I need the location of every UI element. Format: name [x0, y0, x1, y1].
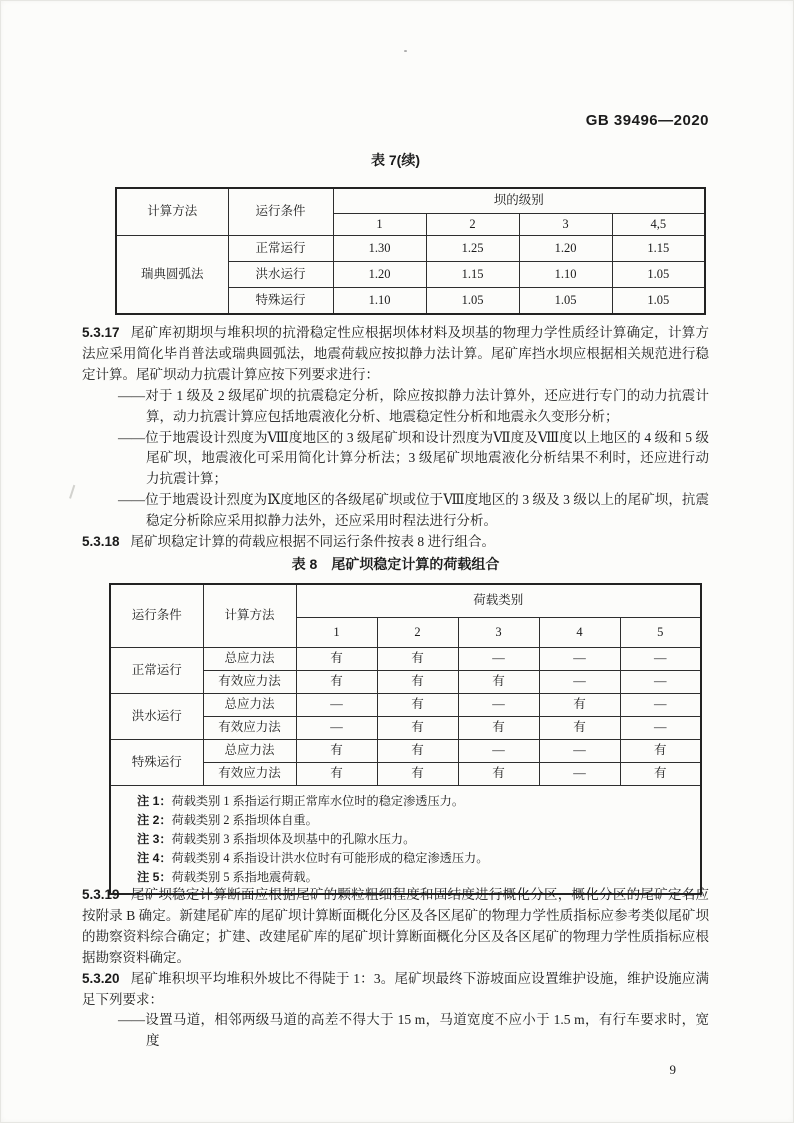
value-cell: 有	[539, 693, 620, 716]
value-cell: 1.15	[612, 236, 705, 262]
value-cell: 有	[377, 670, 458, 693]
note-text: 荷载类别 1 系指运行期正常库水位时的稳定渗透压力。	[171, 793, 465, 808]
category-header: 5	[620, 617, 701, 647]
note-text: 荷载类别 5 系指地震荷载。	[171, 869, 318, 884]
value-cell: —	[539, 762, 620, 785]
table-header-row	[110, 584, 701, 618]
value-cell: 1.10	[519, 262, 612, 288]
column-header-method: 计算方法	[116, 188, 228, 236]
value-cell: 有	[296, 670, 377, 693]
category-header: 4	[539, 617, 620, 647]
dash-list-item: ——对于 1 级及 2 级尾矿坝的抗震稳定分析，除应按拟静力法计算外，还应进行专门的动力抗震计算，动力抗震计算应包括地震液化分析、地震稳定性分析和地震永久变形分析；	[118, 387, 709, 424]
value-cell: 有	[539, 716, 620, 739]
column-header-dam-level: 坝的级别	[333, 188, 705, 214]
body-text	[82, 323, 709, 553]
value-cell: 有	[377, 716, 458, 739]
method-cell: 总应力法	[203, 647, 296, 670]
note-label: 注 4：	[137, 850, 172, 865]
section-5-3-20	[82, 969, 709, 1011]
value-cell: —	[620, 693, 701, 716]
note-text: 荷载类别 2 系指坝体自重。	[171, 812, 318, 827]
note-text: 荷载类别 3 系指坝体及坝基中的孔隙水压力。	[171, 831, 416, 846]
value-cell: —	[620, 716, 701, 739]
body-text	[82, 885, 709, 1052]
value-cell: 有	[620, 762, 701, 785]
dash-list-item: ——设置马道，相邻两级马道的高差不得大于 15 m，马道宽度不应小于 1.5 m，有行车要求时，宽度	[118, 1012, 709, 1049]
table-header-row	[116, 188, 705, 214]
dash-list-item: ——位于地震设计烈度为Ⅸ度地区的各级尾矿坝或位于Ⅷ度地区的 3 级及 3 级以上的尾矿坝，抗震稳定分析除应采用拟静力法外，还应采用时程法进行分析。	[118, 492, 709, 529]
table-row	[110, 739, 701, 762]
section-text: 尾矿库初期坝与堆积坝的抗滑稳定性应根据坝体材料及坝基的物理力学性质经计算确定，计算方法应采用简化毕肖普法或瑞典圆弧法，地震荷载应按拟静力法计算。尾矿库挡水坝应根据相关规范进行稳定计算。尾矿坝动力抗震计算应按下列要求进行：	[82, 325, 709, 382]
table-8	[109, 583, 702, 895]
value-cell: —	[620, 670, 701, 693]
table-notes	[110, 785, 701, 894]
value-cell: 有	[620, 739, 701, 762]
value-cell: —	[296, 716, 377, 739]
table8-caption: 表 8 尾矿坝稳定计算的荷载组合	[291, 555, 500, 572]
method-cell: 有效应力法	[203, 716, 296, 739]
method-cell: 有效应力法	[203, 670, 296, 693]
dash-list-item: ——位于地震设计烈度为Ⅷ度地区的 3 级尾矿坝和设计烈度为Ⅶ度及Ⅷ度以上地区的 4 级和 5 级尾矿坝，地震液化可采用简化计算分析法；3 级尾矿坝地震液化分析结果不利时，还应进行动力抗震计算；	[118, 429, 709, 487]
section-5-3-18	[82, 532, 709, 553]
condition-cell: 正常运行	[228, 236, 333, 262]
value-cell: 有	[377, 647, 458, 670]
value-cell: —	[539, 670, 620, 693]
level-header: 1	[333, 214, 426, 236]
section-text: 尾矿坝稳定计算的荷载应根据不同运行条件按表 8 进行组合。	[130, 534, 496, 550]
section-5-3-19	[82, 885, 709, 969]
note-text: 荷载类别 4 系指设计洪水位时有可能形成的稳定渗透压力。	[171, 850, 489, 865]
value-cell: 有	[377, 739, 458, 762]
note-label: 注 2：	[137, 812, 172, 827]
table-row	[110, 647, 701, 670]
table-note	[137, 792, 692, 811]
value-cell: 1.25	[426, 236, 519, 262]
level-header: 2	[426, 214, 519, 236]
category-header: 2	[377, 617, 458, 647]
value-cell: 有	[296, 647, 377, 670]
value-cell: 1.20	[333, 262, 426, 288]
section-5-3-17	[82, 323, 709, 386]
level-header: 4,5	[612, 214, 705, 236]
section-number: 5.3.19	[82, 886, 120, 902]
column-header-load-category: 荷载类别	[296, 584, 701, 618]
table-note	[137, 849, 692, 868]
note-label: 注 3：	[137, 831, 172, 846]
condition-cell: 洪水运行	[228, 262, 333, 288]
value-cell: 有	[296, 739, 377, 762]
value-cell: 有	[296, 762, 377, 785]
value-cell: —	[458, 647, 539, 670]
standard-number: GB 39496—2020	[585, 112, 709, 129]
section-text: 尾矿坝稳定计算断面应根据尾矿的颗粒粗细程度和固结度进行概化分区，概化分区的尾矿定名应按附录 B 确定。新建尾矿库的尾矿坝计算断面概化分区及各区尾矿的物理力学性质指标应参考类似尾矿坝的勘察资料综合确定；扩建、改建尾矿库的尾矿坝计算断面概化分区及各区尾矿的物理力学性质指标应根据勘察资料确定。	[82, 886, 709, 965]
value-cell: 1.10	[333, 288, 426, 315]
value-cell: 1.05	[426, 288, 519, 315]
column-header-condition: 运行条件	[228, 188, 333, 236]
note-label: 注 1：	[137, 793, 172, 808]
value-cell: —	[458, 739, 539, 762]
table-note	[137, 811, 692, 830]
method-cell: 有效应力法	[203, 762, 296, 785]
value-cell: 有	[377, 762, 458, 785]
table-7	[115, 187, 706, 315]
section-text: 尾矿堆积坝平均堆积外坡比不得陡于 1：3。尾矿坝最终下游坡面应设置维护设施，维护设施应满足下列要求：	[82, 970, 709, 1007]
table-note	[137, 830, 692, 849]
value-cell: —	[539, 739, 620, 762]
table-row	[116, 236, 705, 262]
row-group-label: 特殊运行	[110, 739, 203, 785]
value-cell: 有	[377, 693, 458, 716]
value-cell: —	[296, 693, 377, 716]
category-header: 1	[296, 617, 377, 647]
value-cell: 1.15	[426, 262, 519, 288]
table-notes-row	[110, 785, 701, 894]
row-group-label: 正常运行	[110, 647, 203, 693]
scan-artifact	[69, 485, 83, 501]
section-number: 5.3.20	[82, 970, 120, 986]
value-cell: 1.05	[612, 262, 705, 288]
value-cell: —	[620, 647, 701, 670]
condition-cell: 特殊运行	[228, 288, 333, 315]
page-number: 9	[669, 1062, 676, 1078]
note-label: 注 5：	[137, 869, 172, 884]
category-header: 3	[458, 617, 539, 647]
value-cell: 有	[458, 716, 539, 739]
table-row	[110, 693, 701, 716]
value-cell: 1.05	[612, 288, 705, 315]
row-group-label: 洪水运行	[110, 693, 203, 739]
value-cell: 1.20	[519, 236, 612, 262]
column-header-method: 计算方法	[203, 584, 296, 648]
section-number: 5.3.18	[82, 534, 120, 550]
value-cell: —	[539, 647, 620, 670]
column-header-condition: 运行条件	[110, 584, 203, 648]
value-cell: 有	[458, 670, 539, 693]
row-group-label: 瑞典圆弧法	[116, 236, 228, 315]
section-number: 5.3.17	[82, 325, 120, 340]
method-cell: 总应力法	[203, 739, 296, 762]
level-header: 3	[519, 214, 612, 236]
method-cell: 总应力法	[203, 693, 296, 716]
value-cell: 1.30	[333, 236, 426, 262]
value-cell: —	[458, 693, 539, 716]
value-cell: 1.05	[519, 288, 612, 315]
value-cell: 有	[458, 762, 539, 785]
table7-caption: 表 7(续)	[371, 152, 420, 168]
